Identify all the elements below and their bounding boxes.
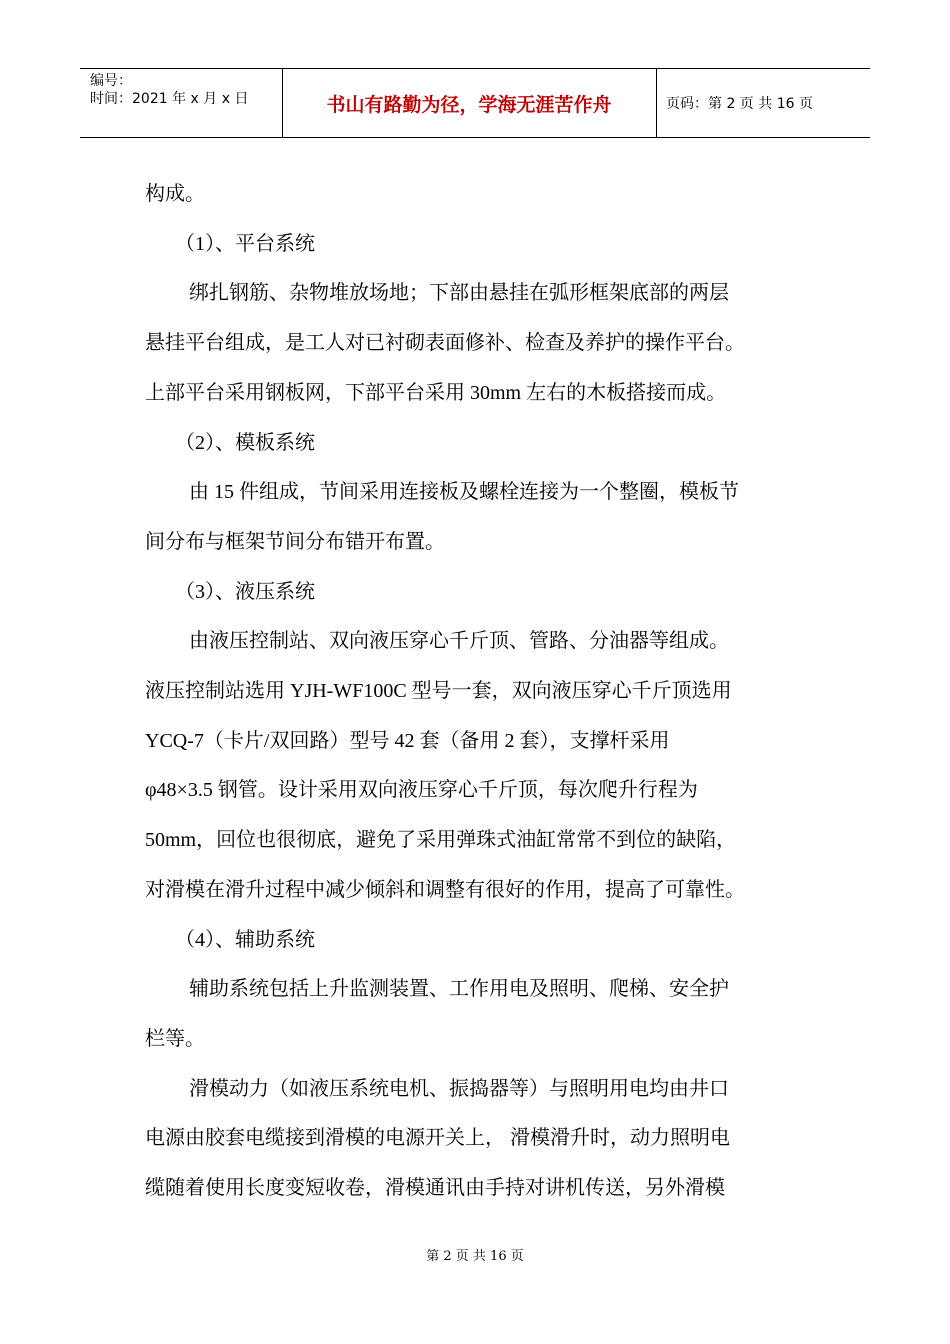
body-line: 50mm，回位也很彻底，避免了采用弹珠式油缸常常不到位的缺陷， [145,829,737,852]
body-line: 电源由胶套电缆接到滑模的电源开关上， 滑模滑升时，动力照明电 [145,1127,730,1150]
body-line: 对滑模在滑升过程中减少倾斜和调整有很好的作用，提高了可靠性。 [145,878,745,901]
section-heading-hydraulic: （3）、液压系统 [175,580,315,603]
body-line: 由 15 件组成，节间采用连接板及螺栓连接为一个整圈，模板节 [189,481,739,504]
document-header [80,68,870,138]
body-line: 栏等。 [145,1027,205,1050]
body-line: 上部平台采用钢板网，下部平台采用 30mm 左右的木板搭接而成。 [145,381,727,404]
body-line: 构成。 [145,183,205,205]
header-divider-right [656,69,657,137]
time-label: 时间：2021 年 x 月 x 日 [90,91,249,107]
header-meta [90,72,248,108]
body-line: 由液压控制站、双向液压穿心千斤顶、管路、分油器等组成。 [189,630,729,653]
body-line: 滑模动力（如液压系统电机、振捣器等）与照明用电均由井口 [189,1077,729,1100]
body-line: 缆随着使用长度变短收卷，滑模通讯由手持对讲机传送，另外滑模 [145,1177,725,1200]
header-motto: 书山有路勤为径，学海无涯苦作舟 [326,93,612,116]
body-line: 间分布与框架节间分布错开布置。 [145,530,445,553]
body-line: 悬挂平台组成，是工人对已衬砌表面修补、检查及养护的操作平台。 [145,332,745,355]
number-label: 编号： [90,73,132,89]
body-line: YCQ-7（卡片/双回路）型号 42 套（备用 2 套），支撑杆采用 [145,729,670,752]
body-line: 液压控制站选用 YJH-WF100C 型号一套，双向液压穿心千斤顶选用 [145,680,732,703]
body-line: φ48×3.5 钢管。设计采用双向液压穿心千斤顶，每次爬升行程为 [145,779,698,802]
section-heading-formwork: （2）、模板系统 [175,431,315,454]
document-body [145,170,815,1214]
section-heading-auxiliary: （4）、辅助系统 [175,928,315,951]
header-page-info: 页码：第 2 页 共 16 页 [666,96,813,112]
body-line: 绑扎钢筋、杂物堆放场地；下部由悬挂在弧形框架底部的两层 [189,282,729,305]
section-heading-platform: （1）、平台系统 [175,232,315,255]
page-footer: 第 2 页 共 16 页 [426,1249,524,1264]
body-line: 辅助系统包括上升监测装置、工作用电及照明、爬梯、安全护 [189,978,729,1001]
